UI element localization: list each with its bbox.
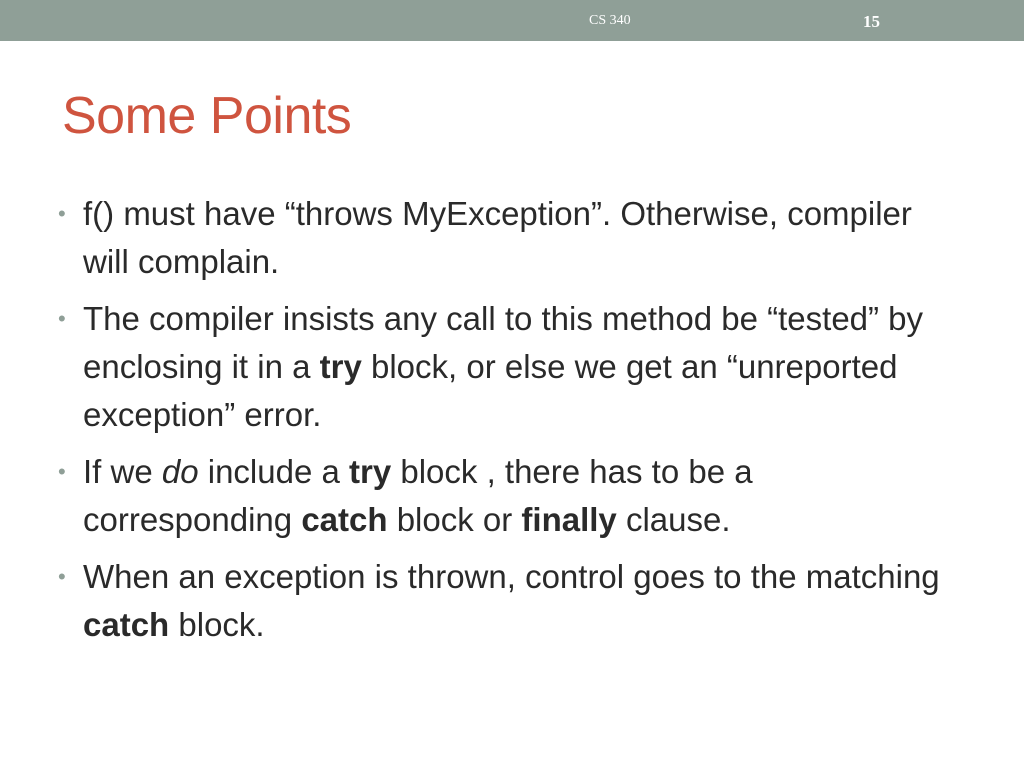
text-segment: clause. (616, 501, 731, 538)
bullet-item (58, 190, 958, 286)
text-segment: try (349, 453, 392, 490)
bullet-icon: • (58, 459, 66, 484)
text-segment: catch (83, 606, 170, 643)
text-segment: f() must have “throws MyException”. Otherwise, compiler will complain. (83, 195, 912, 280)
text-segment: block or (387, 501, 522, 538)
text-segment: include a (198, 453, 350, 490)
bullet-text (83, 195, 912, 280)
text-segment: catch (301, 501, 388, 538)
text-segment: When an exception is thrown, control goes to the matching (83, 558, 940, 595)
bullet-item (58, 448, 958, 544)
bullet-item (58, 553, 958, 649)
text-segment: If we (83, 453, 162, 490)
bullet-text (83, 300, 923, 433)
slide-number: 15 (863, 12, 880, 31)
text-segment: try (319, 348, 362, 385)
bullet-icon: • (58, 306, 66, 331)
text-segment: do (161, 453, 199, 490)
bullet-item (58, 295, 958, 439)
text-segment: finally (521, 501, 617, 538)
text-segment: block, or else we get an “unreported exception” error. (83, 348, 898, 433)
bullet-list (58, 190, 958, 658)
text-segment: The compiler insists any call to this method be “tested” by enclosing it in a (83, 300, 924, 385)
bullet-icon: • (58, 564, 66, 589)
text-segment: block , there has to be a corresponding (83, 453, 753, 538)
bullet-text (83, 558, 940, 643)
bullet-text (83, 453, 753, 538)
header-bar (0, 0, 1024, 41)
bullet-icon: • (58, 201, 66, 226)
course-label: CS 340 (589, 13, 631, 28)
text-segment: block. (169, 606, 265, 643)
slide-title: Some Points (62, 87, 352, 145)
